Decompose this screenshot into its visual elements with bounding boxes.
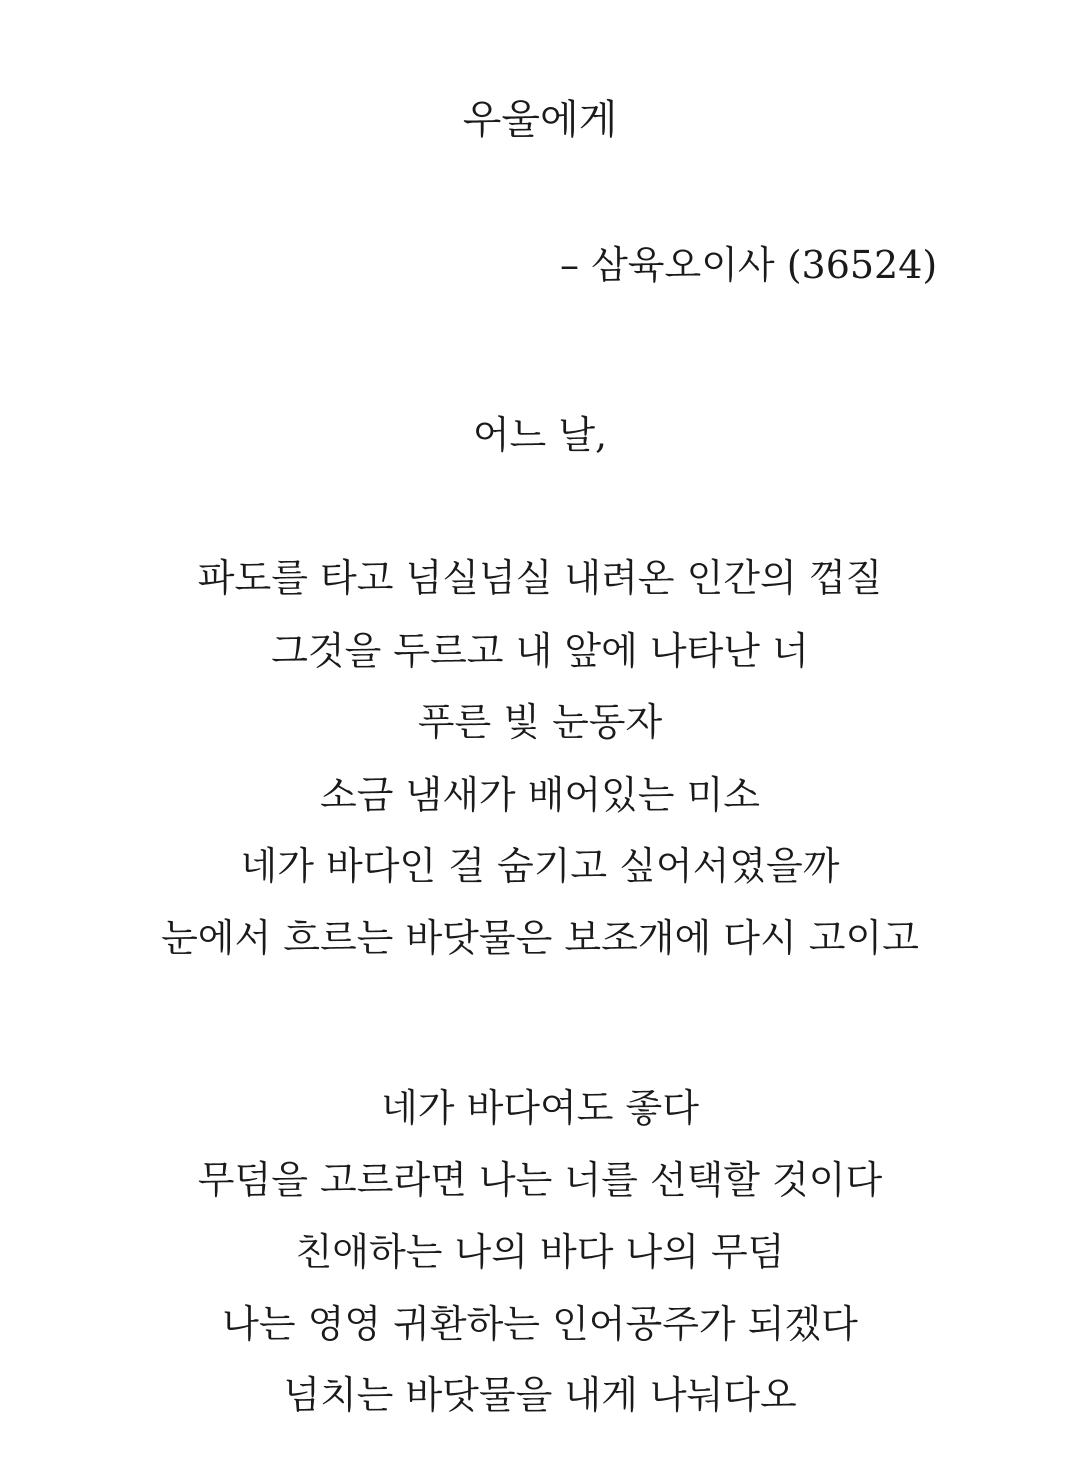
poem-line: 넘치는 바닷물을 내게 나눠다오 [283,1373,797,1417]
poem-line: 파도를 타고 넘실넘실 내려온 인간의 껍질 [197,556,883,600]
poem-line: 눈에서 흐르는 바닷물은 보조개에 다시 고이고 [161,916,919,960]
poem-author: – 삼육오이사 (36524) [560,243,938,287]
poem-title: 우울에게 [462,97,618,143]
poem-line: 무덤을 고르라면 나는 너를 선택할 것이다 [197,1158,883,1202]
poem-line: 네가 바다여도 좋다 [381,1086,699,1130]
poem-opening-line: 어느 날, [472,413,608,457]
poem-line: 친애하는 나의 바다 나의 무덤 [295,1230,785,1274]
poem-line: 푸른 빛 눈동자 [417,700,663,744]
poem-line: 나는 영영 귀환하는 인어공주가 되겠다 [222,1302,858,1346]
poem-line: 소금 냄새가 배어있는 미소 [319,773,761,817]
poem-line: 그것을 두르고 내 앞에 나타난 너 [271,629,809,673]
poem-line: 네가 바다인 걸 숨기고 싶어서였을까 [240,844,840,888]
